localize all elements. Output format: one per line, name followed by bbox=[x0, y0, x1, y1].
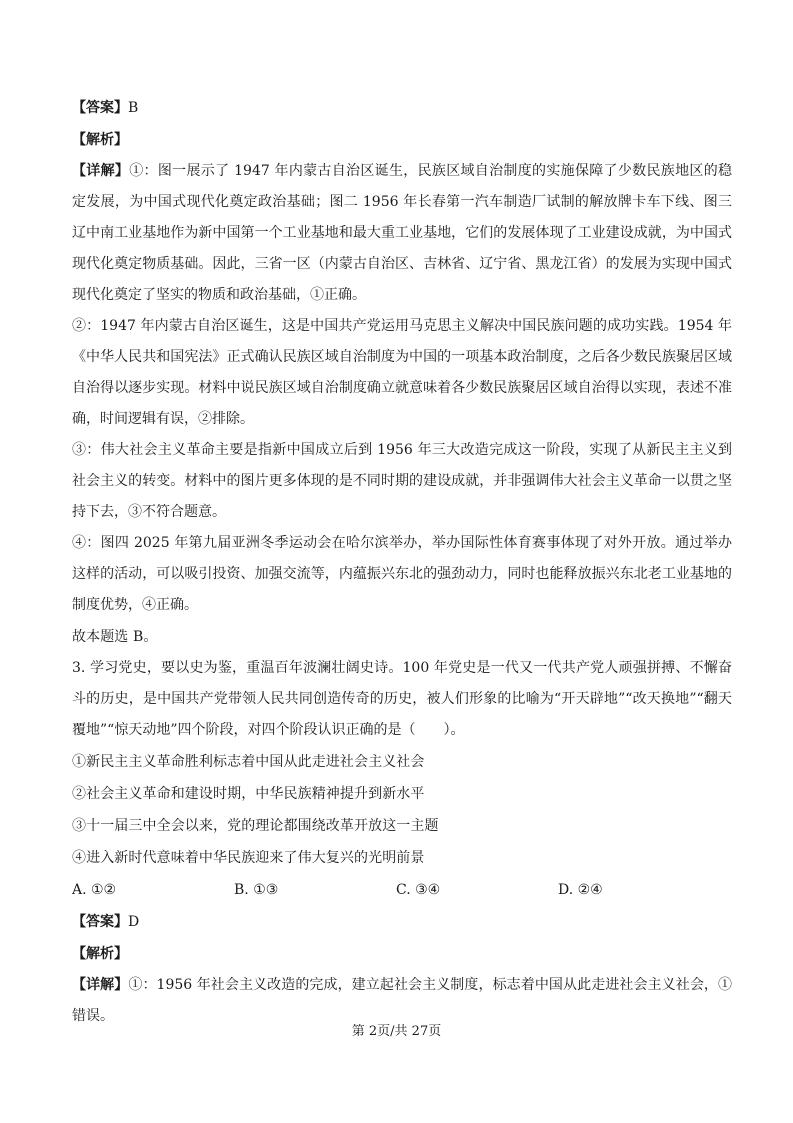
detail-paragraph-1 bbox=[72, 156, 732, 311]
answer-line bbox=[72, 92, 732, 124]
statement-item: ①新民主主义革命胜利标志着中国从此走进社会主义社会 bbox=[72, 754, 425, 770]
question-stem: 3. 学习党史，要以史为鉴，重温百年波澜壮阔史诗。100 年党史是一代又一代共产党人顽强拼搏、不懈奋斗的历史，是中国共产党带领人民共同创造传奇的历史，被人们形象的比喻为“开天辟地”“改天换地”“翻天覆地”“惊天动地”四个阶段，对四个阶段认识正确的是（ ）。 bbox=[72, 660, 732, 738]
page-footer: 第 2页/共 27页 bbox=[351, 1024, 442, 1039]
option-a: A. ①② bbox=[72, 882, 117, 898]
answer-value: D bbox=[128, 914, 140, 930]
detail-paragraph-3: ③：伟大社会主义革命主要是指新中国成立后到 1956 年三大改造完成这一阶段，实现了从新民主主义到社会主义的转变。材料中的图片更多体现的是不同时期的建设成就，并非强调伟大社会主义革命一以贯之坚持下去，③不符合题意。 bbox=[72, 442, 732, 520]
analysis-label: 【解析】 bbox=[72, 132, 128, 148]
answer-label: 【答案】 bbox=[72, 914, 128, 930]
detail-text: ①：图一展示了 1947 年内蒙古自治区诞生，民族区域自治制度的实施保障了少数民族地区的稳定发展，为中国式现代化奠定政治基础；图二 1956 年长春第一汽车制造厂试制的解放牌卡车下线、图三辽中南工业基地作为新中国第一个工业基地和最大重工业基地，它们的发展体现了工业建设成就，为中国式现代化奠定物质基础。因此，三省一区（内蒙古自治区、吉林省、辽宁省、黑龙江省）的发展为实现中国式现代化奠定了坚实的物质和政治基础，①正确。 bbox=[72, 163, 733, 303]
analysis-line bbox=[72, 124, 732, 156]
option-c: C. ③④ bbox=[396, 882, 441, 898]
answer-line bbox=[72, 906, 732, 938]
detail-label: 【详解】 bbox=[72, 163, 130, 179]
detail-paragraph-4: ④：图四 2025 年第九届亚洲冬季运动会在哈尔滨举办，举办国际性体育赛事体现了对外开放。通过举办这样的活动，可以吸引投资、加强交流等，内蕴振兴东北的强劲动力，同时也能释放振兴东北老工业基地的制度优势，④正确。 bbox=[72, 535, 732, 613]
conclusion-line: 故本题选 B。 bbox=[72, 629, 158, 645]
detail-paragraph-2: ②：1947 年内蒙古自治区诞生，这是中国共产党运用马克思主义解决中国民族问题的成功实践。1954 年《中华人民共和国宪法》正式确认民族区域自治制度为中国的一项基本政治制度，之后各少数民族聚居区域自治得以逐步实现。材料中说民族区域自治制度确立就意味着各少数民族聚居区域自治得以实现，表述不准确，时间逻辑有误，②排除。 bbox=[72, 318, 732, 427]
statement-item: ②社会主义革命和建设时期，中华民族精神提升到新水平 bbox=[72, 786, 425, 802]
option-b: B. ①③ bbox=[234, 882, 279, 898]
statement-item: ④进入新时代意味着中华民族迎来了伟大复兴的光明前景 bbox=[72, 850, 425, 866]
detail-label: 【详解】 bbox=[72, 977, 129, 993]
detail-text: ①：1956 年社会主义改造的完成，建立起社会主义制度，标志着中国从此走进社会主义社会，①错误。 bbox=[72, 977, 733, 1024]
answer-options bbox=[72, 874, 732, 906]
analysis-line bbox=[72, 938, 732, 970]
document-page bbox=[72, 92, 732, 1032]
answer-value: B bbox=[128, 100, 139, 116]
analysis-label: 【解析】 bbox=[72, 946, 128, 962]
option-d: D. ②④ bbox=[558, 882, 603, 898]
answer-label: 【答案】 bbox=[72, 100, 128, 116]
statement-item: ③十一届三中全会以来，党的理论都围绕改革开放这一主题 bbox=[72, 818, 439, 834]
